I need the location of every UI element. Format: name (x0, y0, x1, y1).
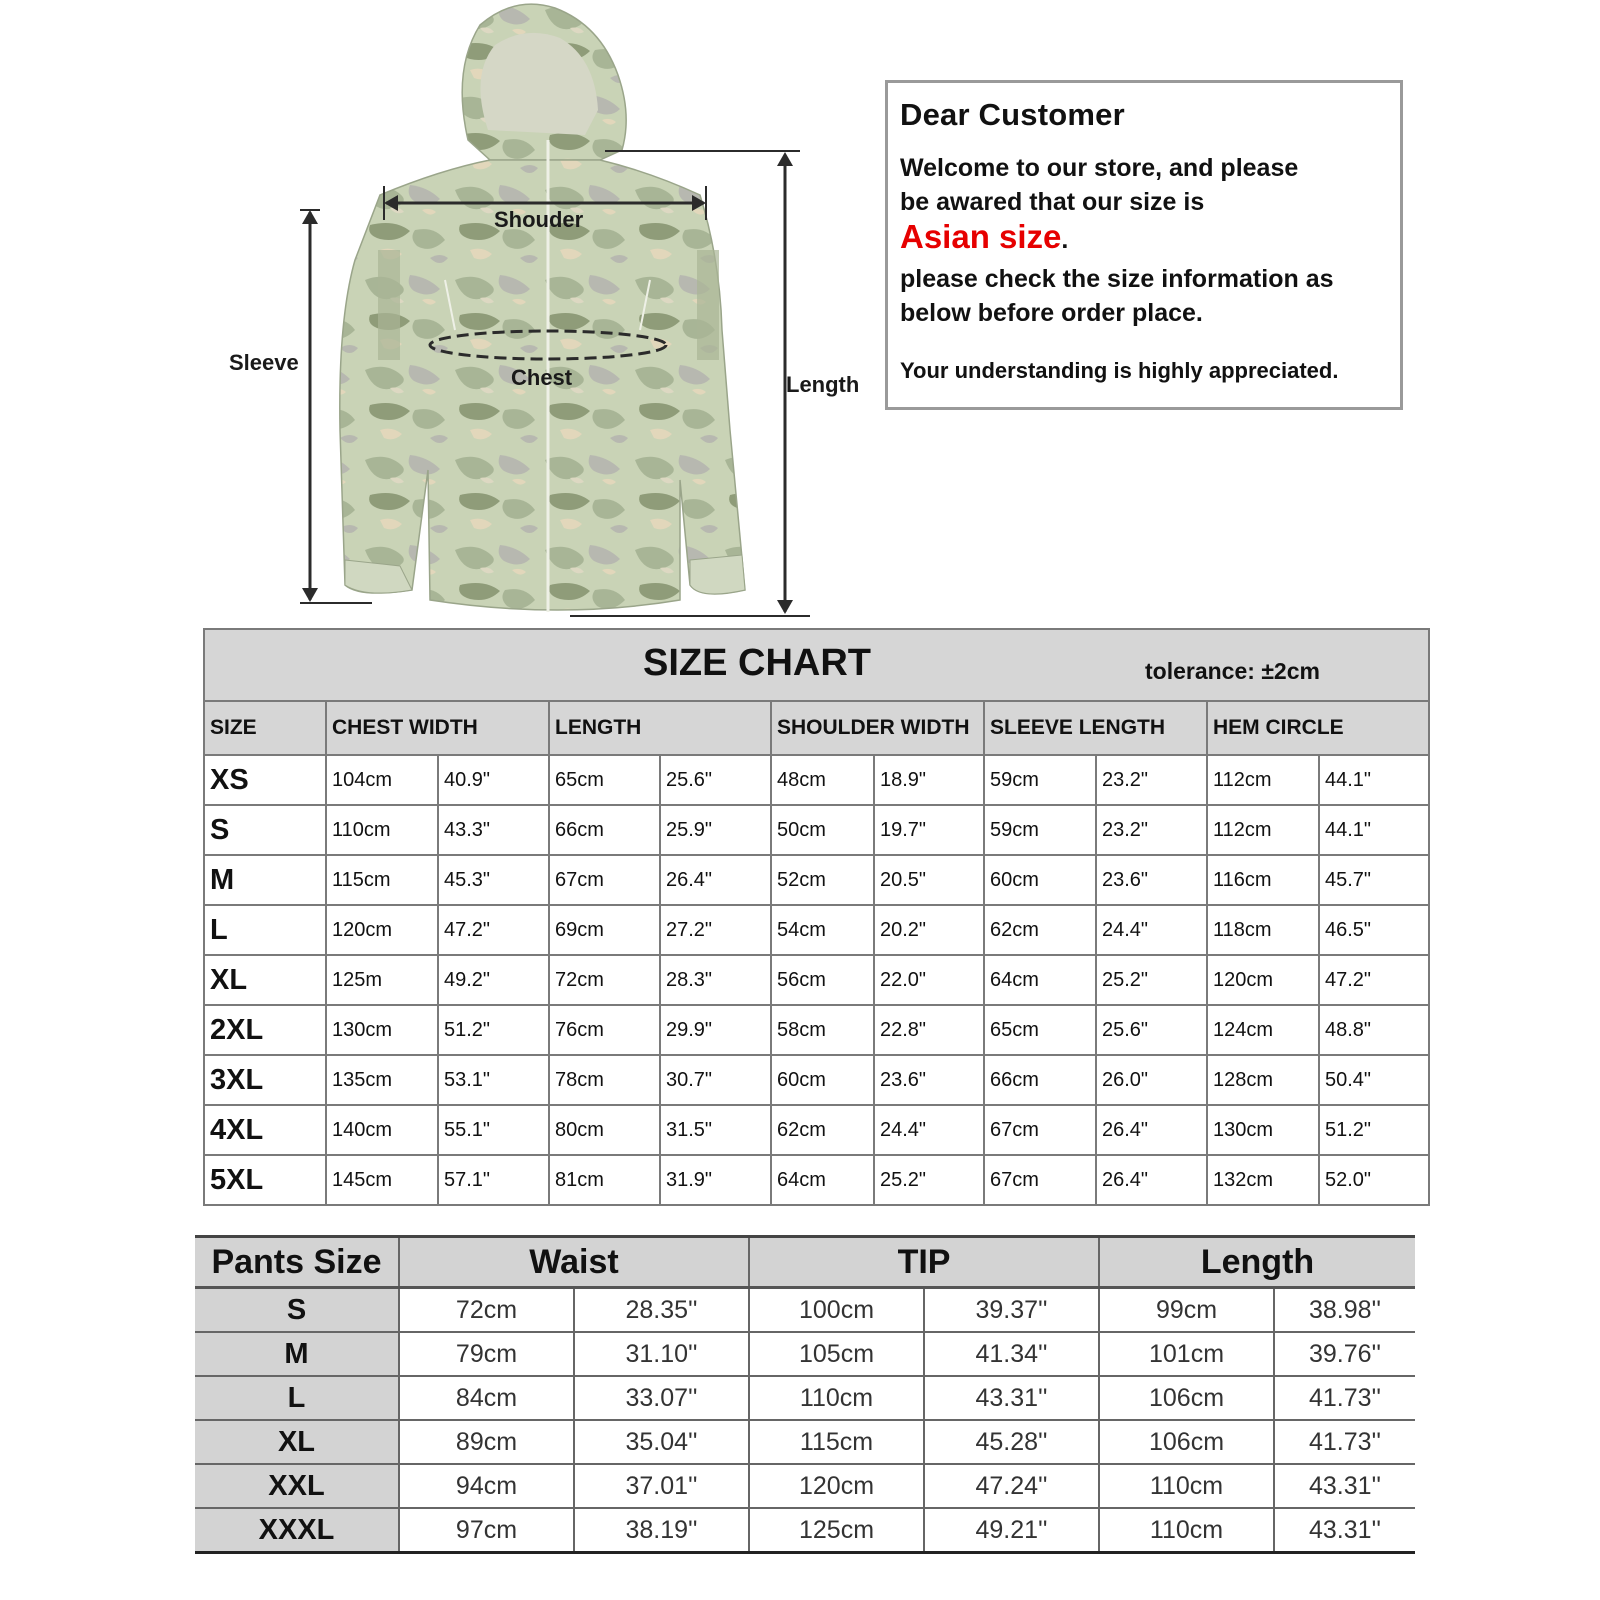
measure-cell: 54cm (771, 905, 874, 955)
measure-cell: 58cm (771, 1005, 874, 1055)
measure-cell: 52cm (771, 855, 874, 905)
measure-cell: 57.1" (438, 1155, 549, 1205)
pants-measure-cell: 84cm (399, 1376, 574, 1420)
measure-cell: 25.2" (874, 1155, 984, 1205)
measure-cell: 19.7" (874, 805, 984, 855)
pants-measure-cell: 110cm (749, 1376, 924, 1420)
measure-cell: 26.0" (1096, 1055, 1207, 1105)
notice-line-2: be awared that our size is (900, 188, 1205, 216)
size-chart-tolerance: tolerance: ±2cm (1145, 658, 1320, 684)
measure-cell: 81cm (549, 1155, 660, 1205)
table-row (204, 855, 1429, 905)
pants-header-tip: TIP (749, 1237, 1099, 1288)
measure-cell: 53.1" (438, 1055, 549, 1105)
measure-cell: 64cm (984, 955, 1096, 1005)
measure-cell: 59cm (984, 755, 1096, 805)
pants-measure-cell: 106cm (1099, 1420, 1274, 1464)
header-shoulder-width: SHOULDER WIDTH (771, 701, 984, 755)
pants-measure-cell: 105cm (749, 1332, 924, 1376)
pants-header-length: Length (1099, 1237, 1415, 1288)
size-cell: XS (204, 755, 326, 805)
measure-cell: 56cm (771, 955, 874, 1005)
notice-line-4: below before order place. (900, 299, 1203, 327)
measure-cell: 140cm (326, 1105, 438, 1155)
measure-cell: 104cm (326, 755, 438, 805)
measure-cell: 49.2" (438, 955, 549, 1005)
table-row (204, 1055, 1429, 1105)
notice-line-3: please check the size information as (900, 265, 1334, 293)
measure-cell: 125m (326, 955, 438, 1005)
header-length: LENGTH (549, 701, 771, 755)
measure-cell: 116cm (1207, 855, 1319, 905)
jacket-illustration (0, 0, 880, 630)
measure-cell: 29.9" (660, 1005, 771, 1055)
measure-cell: 23.2" (1096, 805, 1207, 855)
pants-size-chart (195, 1235, 1415, 1554)
measure-cell: 80cm (549, 1105, 660, 1155)
notice-heading: Dear Customer (900, 97, 1125, 132)
measure-cell: 43.3" (438, 805, 549, 855)
notice-line-1: Welcome to our store, and please (900, 154, 1299, 182)
jacket-drawing (0, 0, 880, 630)
measure-cell: 26.4" (1096, 1155, 1207, 1205)
measure-cell: 115cm (326, 855, 438, 905)
pants-size-cell: XXXL (195, 1508, 399, 1553)
pants-measure-cell: 115cm (749, 1420, 924, 1464)
table-row (195, 1288, 1415, 1333)
measure-cell: 31.9" (660, 1155, 771, 1205)
pants-size-cell: L (195, 1376, 399, 1420)
measure-cell: 62cm (984, 905, 1096, 955)
table-row (204, 1105, 1429, 1155)
measure-cell: 145cm (326, 1155, 438, 1205)
size-chart-title-row (204, 629, 1429, 701)
measure-cell: 110cm (326, 805, 438, 855)
measure-cell: 23.6" (874, 1055, 984, 1105)
size-cell: L (204, 905, 326, 955)
measure-cell: 118cm (1207, 905, 1319, 955)
pants-measure-cell: 37.01'' (574, 1464, 749, 1508)
length-label: Length (786, 372, 860, 397)
pants-measure-cell: 39.76'' (1274, 1332, 1415, 1376)
measure-cell: 20.2" (874, 905, 984, 955)
pants-chart-body (195, 1288, 1415, 1553)
measure-cell: 65cm (549, 755, 660, 805)
measure-cell: 62cm (771, 1105, 874, 1155)
pants-measure-cell: 43.31'' (1274, 1508, 1415, 1553)
measure-cell: 25.2" (1096, 955, 1207, 1005)
measure-cell: 128cm (1207, 1055, 1319, 1105)
measure-cell: 23.6" (1096, 855, 1207, 905)
measure-cell: 60cm (771, 1055, 874, 1105)
measure-cell: 45.7" (1319, 855, 1429, 905)
measure-cell: 112cm (1207, 755, 1319, 805)
table-row (204, 755, 1429, 805)
pants-size-cell: M (195, 1332, 399, 1376)
pants-measure-cell: 49.21'' (924, 1508, 1099, 1553)
customer-notice (885, 80, 1403, 410)
measure-cell: 66cm (984, 1055, 1096, 1105)
table-row (195, 1508, 1415, 1553)
measure-cell: 51.2" (438, 1005, 549, 1055)
sleeve-label: Sleeve (229, 350, 299, 375)
header-hem-circle: HEM CIRCLE (1207, 701, 1429, 755)
measure-cell: 132cm (1207, 1155, 1319, 1205)
measure-cell: 22.8" (874, 1005, 984, 1055)
measure-cell: 26.4" (660, 855, 771, 905)
pants-measure-cell: 101cm (1099, 1332, 1274, 1376)
size-cell: S (204, 805, 326, 855)
notice-thanks: Your understanding is highly appreciated. (900, 358, 1339, 383)
notice-asian-size-row (900, 219, 1400, 262)
measure-cell: 50.4" (1319, 1055, 1429, 1105)
pants-measure-cell: 38.19'' (574, 1508, 749, 1553)
measure-cell: 67cm (984, 1105, 1096, 1155)
measure-cell: 120cm (326, 905, 438, 955)
measure-cell: 120cm (1207, 955, 1319, 1005)
measure-cell: 124cm (1207, 1005, 1319, 1055)
pants-measure-cell: 33.07'' (574, 1376, 749, 1420)
measure-cell: 59cm (984, 805, 1096, 855)
table-row (195, 1420, 1415, 1464)
size-chart-body (204, 755, 1429, 1205)
measure-cell: 67cm (549, 855, 660, 905)
measure-cell: 65cm (984, 1005, 1096, 1055)
size-cell: 2XL (204, 1005, 326, 1055)
pants-measure-cell: 38.98'' (1274, 1288, 1415, 1333)
pants-measure-cell: 72cm (399, 1288, 574, 1333)
jacket-size-chart (203, 628, 1430, 1206)
measure-cell: 112cm (1207, 805, 1319, 855)
pants-measure-cell: 41.73'' (1274, 1420, 1415, 1464)
size-cell: XL (204, 955, 326, 1005)
header-chest-width: CHEST WIDTH (326, 701, 549, 755)
pants-measure-cell: 35.04'' (574, 1420, 749, 1464)
measure-cell: 25.9" (660, 805, 771, 855)
pants-size-cell: XL (195, 1420, 399, 1464)
pants-measure-cell: 47.24'' (924, 1464, 1099, 1508)
pants-header-row (195, 1237, 1415, 1288)
pants-measure-cell: 39.37'' (924, 1288, 1099, 1333)
measure-cell: 51.2" (1319, 1105, 1429, 1155)
pants-size-cell: S (195, 1288, 399, 1333)
pants-measure-cell: 99cm (1099, 1288, 1274, 1333)
pants-header-size: Pants Size (195, 1237, 399, 1288)
pants-measure-cell: 45.28'' (924, 1420, 1099, 1464)
size-chart-title: SIZE CHART (643, 642, 871, 684)
table-row (195, 1332, 1415, 1376)
pants-measure-cell: 125cm (749, 1508, 924, 1553)
measure-cell: 66cm (549, 805, 660, 855)
pants-measure-cell: 31.10'' (574, 1332, 749, 1376)
table-row (204, 955, 1429, 1005)
size-chart-header-row (204, 701, 1429, 755)
measure-cell: 28.3" (660, 955, 771, 1005)
pants-measure-cell: 41.73'' (1274, 1376, 1415, 1420)
measure-cell: 44.1" (1319, 755, 1429, 805)
measure-cell: 40.9" (438, 755, 549, 805)
table-row (204, 1155, 1429, 1205)
measure-cell: 46.5" (1319, 905, 1429, 955)
measure-cell: 50cm (771, 805, 874, 855)
measure-cell: 31.5" (660, 1105, 771, 1155)
measure-cell: 72cm (549, 955, 660, 1005)
measure-cell: 76cm (549, 1005, 660, 1055)
measure-cell: 64cm (771, 1155, 874, 1205)
pants-measure-cell: 106cm (1099, 1376, 1274, 1420)
pants-measure-cell: 110cm (1099, 1508, 1274, 1553)
size-cell: 3XL (204, 1055, 326, 1105)
shoulder-label: Shouder (494, 207, 584, 232)
measure-cell: 135cm (326, 1055, 438, 1105)
measure-cell: 52.0" (1319, 1155, 1429, 1205)
measure-cell: 30.7" (660, 1055, 771, 1105)
pants-measure-cell: 120cm (749, 1464, 924, 1508)
pants-measure-cell: 100cm (749, 1288, 924, 1333)
table-row (204, 805, 1429, 855)
header-sleeve-length: SLEEVE LENGTH (984, 701, 1207, 755)
measure-cell: 67cm (984, 1155, 1096, 1205)
measure-cell: 25.6" (660, 755, 771, 805)
asian-size-suffix: . (1061, 226, 1069, 254)
measure-cell: 25.6" (1096, 1005, 1207, 1055)
pants-header-waist: Waist (399, 1237, 749, 1288)
measure-cell: 48cm (771, 755, 874, 805)
table-row (204, 905, 1429, 955)
measure-cell: 48.8" (1319, 1005, 1429, 1055)
measure-cell: 69cm (549, 905, 660, 955)
pants-measure-cell: 43.31'' (1274, 1464, 1415, 1508)
pants-measure-cell: 89cm (399, 1420, 574, 1464)
measure-cell: 44.1" (1319, 805, 1429, 855)
pants-measure-cell: 41.34'' (924, 1332, 1099, 1376)
measure-cell: 24.4" (1096, 905, 1207, 955)
chest-label: Chest (511, 365, 573, 390)
header-size: SIZE (204, 701, 326, 755)
pants-size-cell: XXL (195, 1464, 399, 1508)
measure-cell: 27.2" (660, 905, 771, 955)
asian-size-highlight: Asian size (900, 218, 1062, 255)
measure-cell: 47.2" (438, 905, 549, 955)
pants-measure-cell: 79cm (399, 1332, 574, 1376)
pants-measure-cell: 43.31'' (924, 1376, 1099, 1420)
measure-cell: 26.4" (1096, 1105, 1207, 1155)
measure-cell: 55.1" (438, 1105, 549, 1155)
size-cell: 4XL (204, 1105, 326, 1155)
measure-cell: 130cm (326, 1005, 438, 1055)
table-row (204, 1005, 1429, 1055)
measure-cell: 45.3" (438, 855, 549, 905)
pants-measure-cell: 110cm (1099, 1464, 1274, 1508)
pants-measure-cell: 94cm (399, 1464, 574, 1508)
size-cell: M (204, 855, 326, 905)
measure-cell: 78cm (549, 1055, 660, 1105)
table-row (195, 1376, 1415, 1420)
measure-cell: 47.2" (1319, 955, 1429, 1005)
size-cell: 5XL (204, 1155, 326, 1205)
measure-cell: 18.9" (874, 755, 984, 805)
measure-cell: 22.0" (874, 955, 984, 1005)
table-row (195, 1464, 1415, 1508)
measure-cell: 23.2" (1096, 755, 1207, 805)
pants-measure-cell: 28.35'' (574, 1288, 749, 1333)
measure-cell: 130cm (1207, 1105, 1319, 1155)
measure-cell: 60cm (984, 855, 1096, 905)
measure-cell: 20.5" (874, 855, 984, 905)
pants-measure-cell: 97cm (399, 1508, 574, 1553)
measure-cell: 24.4" (874, 1105, 984, 1155)
